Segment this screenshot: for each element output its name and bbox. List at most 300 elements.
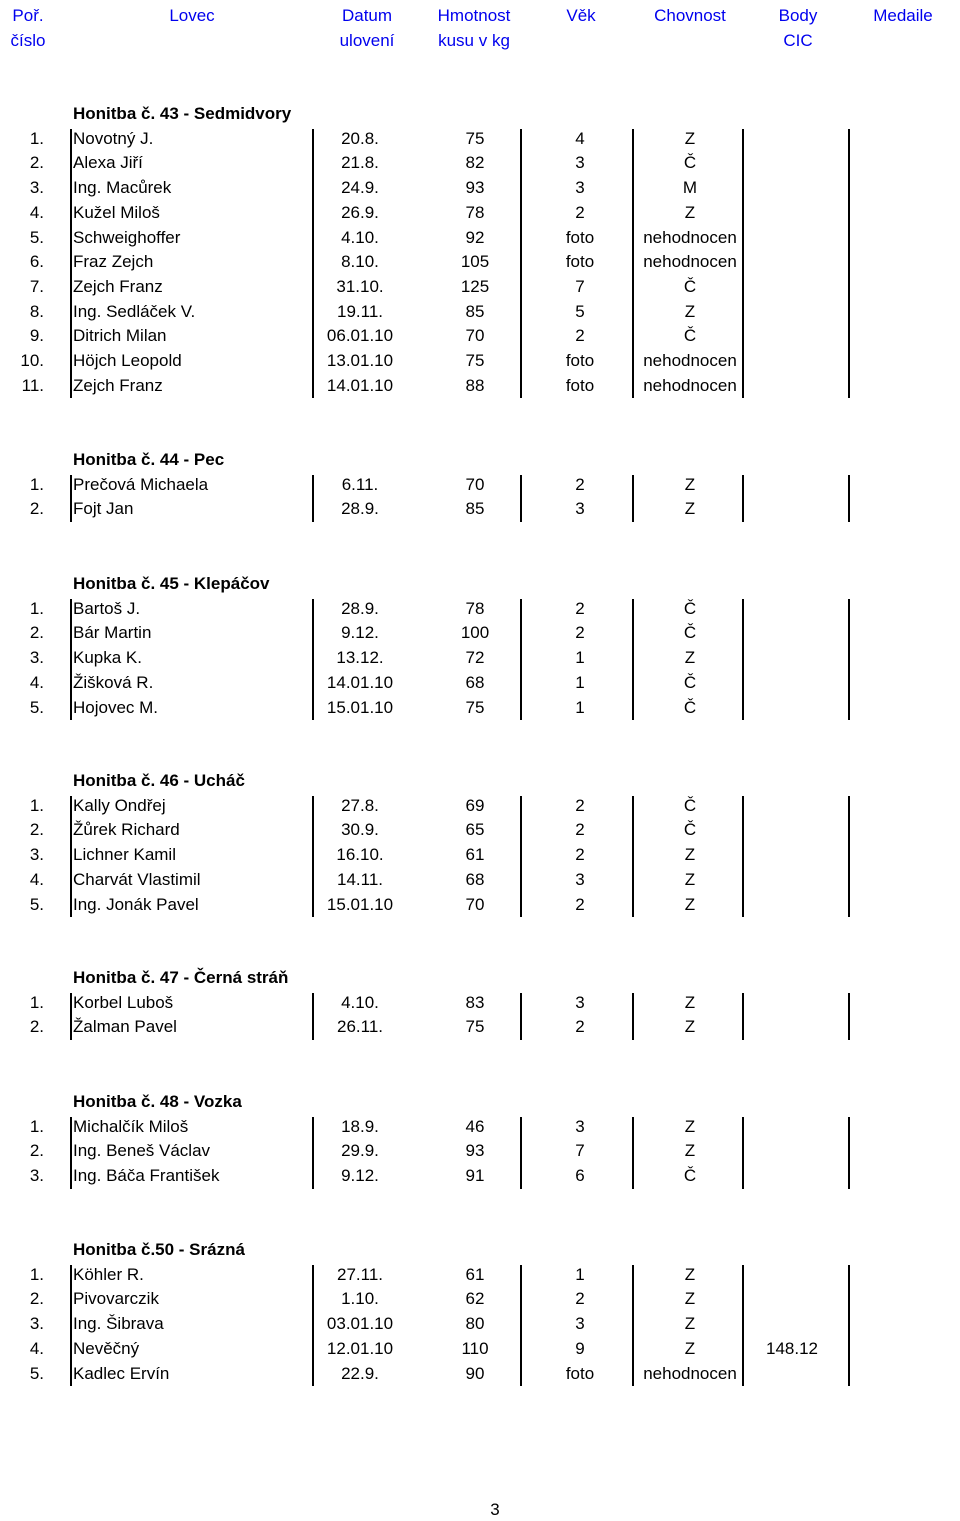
weight-kg: 65 [465, 820, 485, 840]
catch-date: 27.8. [341, 795, 379, 815]
age: 2 [575, 1289, 585, 1309]
table-row [0, 497, 960, 522]
breeding-status: Z [684, 869, 696, 889]
catch-date: 30.9. [341, 820, 379, 840]
age: 4 [575, 128, 585, 148]
age: 2 [575, 598, 585, 618]
table-row [0, 349, 960, 374]
age: 7 [575, 1141, 585, 1161]
weight-kg: 70 [465, 326, 485, 346]
age: 2 [575, 1017, 585, 1037]
header-age-line1: Věk [566, 6, 596, 25]
header-points [779, 3, 818, 53]
section-title: Honitba č. 44 - Pec [73, 450, 225, 469]
hunter-name: Kally Ondřej [73, 795, 166, 815]
catch-date: 26.11. [336, 1017, 384, 1037]
catch-date: 9.12. [341, 623, 379, 643]
weight-kg: 61 [465, 845, 485, 865]
breeding-status: M [682, 178, 698, 198]
age: foto [565, 252, 595, 272]
header-date [340, 3, 395, 53]
breeding-status: nehodnocen [643, 351, 737, 370]
age: foto [565, 351, 595, 370]
table-row [0, 818, 960, 843]
row-number: 10. [20, 351, 44, 370]
age: 1 [575, 672, 585, 692]
column-divider [520, 129, 522, 399]
hunter-name: Žišková R. [73, 672, 154, 692]
catch-date: 12.01.10 [326, 1338, 394, 1358]
row-number: 5. [29, 697, 44, 717]
weight-kg: 69 [465, 795, 485, 815]
catch-date: 29.9. [341, 1141, 379, 1161]
catch-date: 20.8. [341, 128, 379, 148]
catch-date: 13.01.10 [326, 351, 394, 370]
column-divider [848, 475, 850, 522]
column-divider [70, 993, 72, 1040]
row-number: 1. [29, 992, 44, 1012]
column-divider [312, 475, 314, 522]
column-divider [70, 129, 72, 399]
row-number: 9. [29, 326, 44, 346]
table-row [0, 275, 960, 300]
catch-date: 28.9. [341, 598, 379, 618]
hunter-name: Pivovarczik [73, 1289, 159, 1309]
breeding-status: Č [683, 326, 697, 346]
catch-date: 14.11. [336, 869, 384, 889]
catch-date: 13.12. [336, 648, 384, 668]
weight-kg: 93 [465, 178, 485, 198]
weight-kg: 68 [465, 672, 485, 692]
weight-kg: 82 [465, 153, 485, 173]
hunter-name: Ing. Macůrek [73, 178, 172, 198]
row-number: 2. [29, 153, 44, 173]
hunter-name: Ing. Šibrava [73, 1314, 164, 1334]
hunter-name: Novotný J. [73, 128, 154, 148]
row-number: 1. [29, 128, 44, 148]
row-number: 1. [29, 1116, 44, 1136]
column-divider [520, 796, 522, 918]
table-row [0, 1312, 960, 1337]
table-row [0, 1164, 960, 1189]
age: 3 [575, 1116, 585, 1136]
row-number: 11. [21, 375, 44, 395]
header-hunter [169, 3, 214, 28]
table-row [0, 1263, 960, 1288]
hunter-name: Zejch Franz [73, 375, 163, 395]
hunting-ground-section [0, 572, 960, 720]
hunter-name: Žůrek Richard [73, 820, 180, 840]
column-divider [848, 129, 850, 399]
column-divider [742, 129, 744, 399]
column-divider [312, 796, 314, 918]
weight-kg: 80 [465, 1314, 485, 1334]
header-no-line2: číslo [10, 31, 46, 50]
weight-kg: 85 [465, 301, 485, 321]
column-divider [312, 129, 314, 399]
hunter-name: Ing. Jonák Pavel [73, 894, 199, 914]
table-row [0, 226, 960, 251]
column-divider [312, 599, 314, 721]
age: 7 [575, 276, 585, 296]
breeding-status: Z [684, 648, 696, 668]
breeding-status: nehodnocen [643, 375, 737, 395]
age: 2 [575, 845, 585, 865]
hunter-name: Nevěčný [73, 1338, 140, 1358]
table-row [0, 1115, 960, 1140]
hunter-name: Ing. Sedláček V. [73, 301, 196, 321]
header-points-line1: Body [778, 6, 818, 25]
age: 3 [575, 992, 585, 1012]
column-divider [848, 1117, 850, 1189]
catch-date: 1.10. [341, 1289, 379, 1309]
hunting-ground-section [0, 1238, 960, 1386]
hunter-name: Hojovec M. [73, 697, 159, 717]
hunting-ground-section [0, 769, 960, 917]
age: 3 [575, 869, 585, 889]
hunter-name: Alexa Jiří [73, 153, 143, 173]
header-weight-line1: Hmotnost [437, 6, 511, 25]
catch-date: 8.10. [341, 252, 379, 272]
header-status-line1: Chovnost [654, 6, 726, 25]
weight-kg: 75 [465, 1017, 485, 1037]
breeding-status: Z [684, 202, 696, 222]
catch-date: 06.01.10 [326, 326, 394, 346]
cic-points: 148.12 [766, 1338, 818, 1358]
catch-date: 21.8. [341, 153, 379, 173]
breeding-status: Z [684, 1289, 696, 1309]
table-row [0, 300, 960, 325]
table-row [0, 473, 960, 498]
catch-date: 24.9. [341, 178, 379, 198]
breeding-status: Z [684, 845, 696, 865]
age: 2 [575, 894, 585, 914]
age: 6 [575, 1166, 585, 1186]
age: 1 [575, 648, 585, 668]
hunter-name: Schweighoffer [73, 227, 181, 247]
age: 3 [575, 153, 585, 173]
column-divider [742, 1117, 744, 1189]
row-number: 7. [29, 276, 44, 296]
age: 1 [575, 697, 585, 717]
header-date-line1: Datum [341, 6, 393, 25]
row-number: 3. [29, 1314, 44, 1334]
breeding-status: nehodnocen [643, 252, 737, 272]
table-row [0, 127, 960, 152]
weight-kg: 83 [465, 992, 485, 1012]
column-divider [848, 1265, 850, 1387]
age: 2 [575, 820, 585, 840]
age: 2 [575, 202, 585, 222]
row-number: 8. [29, 301, 44, 321]
catch-date: 28.9. [341, 499, 379, 519]
breeding-status: Z [684, 1017, 696, 1037]
header-medal-line1: Medaile [873, 6, 933, 25]
weight-kg: 100 [460, 623, 490, 643]
table-header [0, 0, 960, 60]
catch-date: 03.01.10 [326, 1314, 394, 1334]
weight-kg: 68 [465, 869, 485, 889]
section-title: Honitba č.50 - Srázná [73, 1240, 245, 1259]
hunter-name: Höjch Leopold [73, 351, 182, 370]
weight-kg: 110 [461, 1338, 489, 1358]
breeding-status: Z [684, 1141, 696, 1161]
hunter-name: Ing. Beneš Václav [73, 1141, 211, 1161]
row-number: 2. [29, 1141, 44, 1161]
breeding-status: Č [683, 672, 697, 692]
table-row [0, 1287, 960, 1312]
row-number: 4. [29, 672, 44, 692]
catch-date: 18.9. [341, 1116, 379, 1136]
catch-date: 6.11. [341, 474, 379, 494]
column-divider [70, 475, 72, 522]
hunter-name: Ditrich Milan [73, 326, 167, 346]
header-status [654, 3, 726, 28]
header-weight [438, 3, 511, 53]
column-divider [632, 993, 634, 1040]
column-divider [520, 599, 522, 721]
weight-kg: 70 [465, 894, 485, 914]
breeding-status: Č [683, 153, 697, 173]
row-number: 2. [29, 1289, 44, 1309]
weight-kg: 88 [465, 375, 485, 395]
weight-kg: 125 [460, 276, 490, 296]
row-number: 2. [29, 499, 44, 519]
table-row [0, 250, 960, 275]
breeding-status: Z [684, 128, 696, 148]
page-number: 3 [490, 1500, 500, 1519]
section-title: Honitba č. 43 - Sedmidvory [73, 104, 292, 123]
catch-date: 22.9. [341, 1363, 379, 1383]
column-divider [312, 1117, 314, 1189]
column-divider [520, 475, 522, 522]
weight-kg: 70 [465, 474, 485, 494]
hunter-name: Kadlec Ervín [73, 1363, 170, 1383]
column-divider [632, 129, 634, 399]
header-weight-line2: kusu v kg [438, 31, 510, 50]
row-number: 2. [29, 820, 44, 840]
catch-date: 16.10. [336, 845, 384, 865]
column-divider [520, 993, 522, 1040]
hunter-name: Korbel Luboš [73, 992, 174, 1012]
age: foto [565, 1363, 595, 1383]
row-number: 1. [29, 1264, 44, 1284]
row-number: 4. [29, 202, 44, 222]
table-row [0, 696, 960, 721]
column-divider [848, 796, 850, 918]
row-number: 5. [29, 1363, 44, 1383]
weight-kg: 46 [465, 1116, 485, 1136]
weight-kg: 78 [465, 202, 485, 222]
column-divider [632, 1265, 634, 1387]
age: 2 [575, 326, 585, 346]
hunter-name: Köhler R. [73, 1264, 144, 1284]
column-divider [312, 1265, 314, 1387]
column-divider [742, 599, 744, 721]
table-row [0, 1362, 960, 1387]
table-row [0, 893, 960, 918]
breeding-status: Z [684, 992, 696, 1012]
hunter-name: Kužel Miloš [73, 202, 160, 222]
table-row [0, 794, 960, 819]
weight-kg: 75 [465, 351, 485, 370]
breeding-status: nehodnocen [643, 227, 737, 247]
section-title: Honitba č. 45 - Klepáčov [73, 574, 270, 593]
table-row [0, 843, 960, 868]
table-row [0, 991, 960, 1016]
header-medal [873, 3, 933, 28]
table-row [0, 176, 960, 201]
age: 5 [575, 301, 585, 321]
age: 1 [575, 1264, 585, 1284]
section-title: Honitba č. 46 - Ucháč [73, 771, 245, 790]
breeding-status: Č [683, 697, 697, 717]
row-number: 3. [29, 648, 44, 668]
catch-date: 27.11. [336, 1264, 384, 1284]
hunter-name: Fojt Jan [73, 499, 134, 519]
weight-kg: 78 [465, 598, 485, 618]
hunter-name: Zejch Franz [73, 276, 163, 296]
catch-date: 15.01.10 [326, 697, 394, 717]
weight-kg: 72 [465, 648, 485, 668]
age: 3 [575, 499, 585, 519]
age: 2 [575, 623, 585, 643]
catch-date: 31.10. [336, 276, 384, 296]
catch-date: 14.01.10 [326, 375, 394, 395]
row-number: 5. [29, 227, 44, 247]
weight-kg: 85 [465, 499, 485, 519]
catch-date: 26.9. [341, 202, 379, 222]
breeding-status: Č [683, 276, 697, 296]
column-divider [632, 475, 634, 522]
breeding-status: nehodnocen [643, 1363, 737, 1383]
column-divider [742, 993, 744, 1040]
hunter-name: Kupka K. [73, 648, 142, 668]
row-number: 1. [29, 795, 44, 815]
breeding-status: Č [683, 623, 697, 643]
column-divider [520, 1117, 522, 1189]
weight-kg: 93 [465, 1141, 485, 1161]
table-row [0, 646, 960, 671]
hunter-name: Lichner Kamil [73, 845, 176, 865]
breeding-status: Č [683, 1166, 697, 1186]
table-row [0, 621, 960, 646]
row-number: 1. [29, 474, 44, 494]
hunting-ground-section [0, 966, 960, 1040]
age: foto [565, 227, 595, 247]
header-age [566, 3, 595, 28]
weight-kg: 105 [460, 252, 490, 272]
breeding-status: Z [684, 499, 696, 519]
column-divider [70, 796, 72, 918]
hunter-name: Charvát Vlastimil [73, 869, 201, 889]
row-number: 4. [29, 869, 44, 889]
table-row [0, 671, 960, 696]
hunter-name: Prečová Michaela [73, 474, 209, 494]
header-points-line2: CIC [783, 31, 813, 50]
table-row [0, 151, 960, 176]
catch-date: 4.10. [341, 227, 379, 247]
row-number: 4. [29, 1338, 44, 1358]
breeding-status: Z [684, 1338, 696, 1358]
weight-kg: 91 [465, 1166, 485, 1186]
breeding-status: Z [684, 1264, 696, 1284]
catch-date: 19.11. [336, 301, 384, 321]
hunter-name: Michalčík Miloš [73, 1116, 189, 1136]
column-divider [70, 599, 72, 721]
column-divider [312, 993, 314, 1040]
catch-date: 9.12. [341, 1166, 379, 1186]
header-no-line1: Poř. [12, 6, 44, 25]
age: 3 [575, 178, 585, 198]
weight-kg: 75 [465, 128, 485, 148]
section-title: Honitba č. 47 - Černá stráň [73, 968, 289, 987]
table-row [0, 1139, 960, 1164]
catch-date: 15.01.10 [326, 894, 394, 914]
column-divider [70, 1117, 72, 1189]
table-row [0, 1015, 960, 1040]
hunter-name: Žalman Pavel [73, 1017, 177, 1037]
column-divider [632, 599, 634, 721]
row-number: 3. [29, 1166, 44, 1186]
age: foto [565, 375, 595, 395]
column-divider [742, 475, 744, 522]
column-divider [632, 796, 634, 918]
header-hunter-line1: Lovec [169, 6, 215, 25]
hunter-name: Ing. Báča František [73, 1166, 220, 1186]
table-row [0, 868, 960, 893]
breeding-status: Č [683, 820, 697, 840]
weight-kg: 62 [465, 1289, 485, 1309]
table-row [0, 597, 960, 622]
breeding-status: Z [684, 1314, 696, 1334]
catch-date: 4.10. [341, 992, 379, 1012]
column-divider [632, 1117, 634, 1189]
table-row [0, 201, 960, 226]
header-date-line2: ulovení [339, 31, 395, 50]
row-number: 2. [29, 1017, 44, 1037]
row-number: 2. [29, 623, 44, 643]
weight-kg: 75 [465, 697, 485, 717]
age: 2 [575, 474, 585, 494]
header-no [11, 3, 46, 53]
breeding-status: Z [684, 474, 696, 494]
column-divider [848, 599, 850, 721]
catch-date: 14.01.10 [326, 672, 394, 692]
column-divider [70, 1265, 72, 1387]
hunting-ground-section [0, 448, 960, 522]
row-number: 1. [29, 598, 44, 618]
row-number: 6. [29, 252, 44, 272]
section-title: Honitba č. 48 - Vozka [73, 1092, 242, 1111]
column-divider [520, 1265, 522, 1387]
column-divider [848, 993, 850, 1040]
breeding-status: Z [684, 301, 696, 321]
hunter-name: Bár Martin [73, 623, 152, 643]
hunter-name: Bartoš J. [73, 598, 141, 618]
row-number: 5. [29, 894, 44, 914]
breeding-status: Č [683, 795, 697, 815]
table-row [0, 374, 960, 399]
table-row [0, 324, 960, 349]
weight-kg: 61 [465, 1264, 485, 1284]
age: 3 [575, 1314, 585, 1334]
hunter-name: Fraz Zejch [73, 252, 154, 272]
row-number: 3. [29, 845, 44, 865]
age: 9 [575, 1338, 585, 1358]
weight-kg: 92 [465, 227, 485, 247]
breeding-status: Č [683, 598, 697, 618]
